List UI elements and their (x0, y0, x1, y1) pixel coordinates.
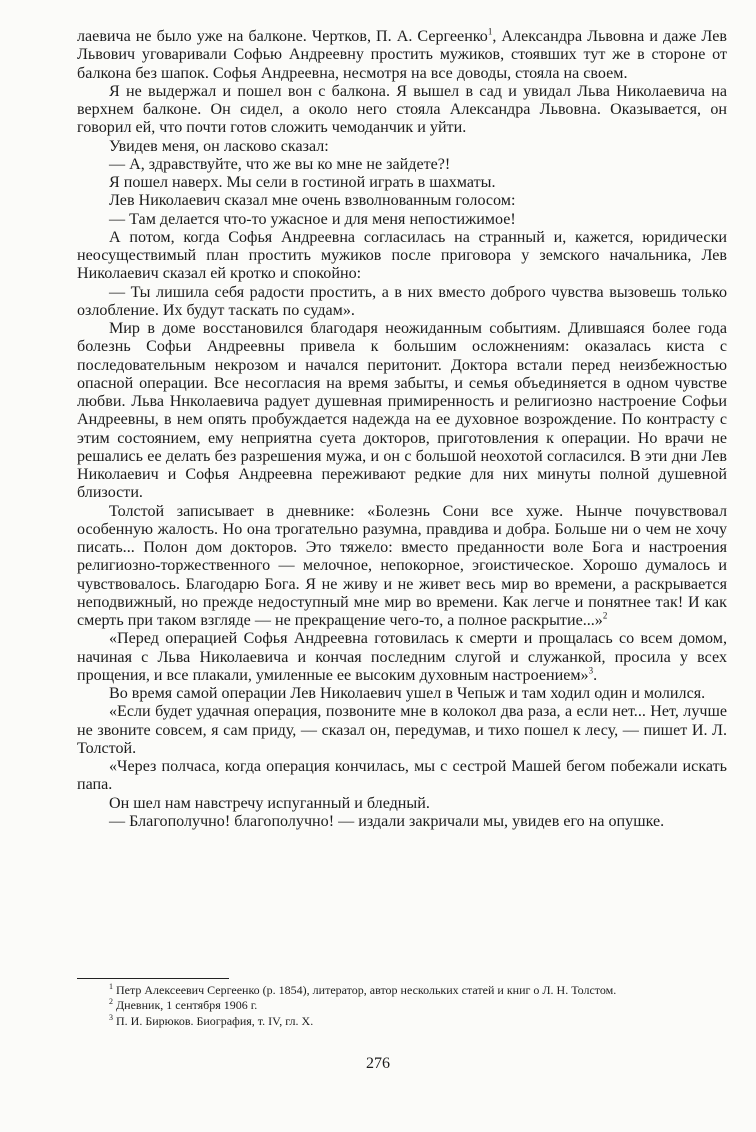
paragraph-text: Увидев меня, он ласково сказал: (109, 137, 329, 155)
footnote (77, 1014, 727, 1029)
footnote-rule (77, 978, 229, 979)
paragraph-text: Толстой записывает в дневнике: «Болезнь Сони все хуже. Нынче почувствовал особенную жалость. Но она трогательно разумна, правдива и добра. Больше ни о чем не хочу писать... Полон дом докторов. Это тяжело: вместо преданности воле Бога и настроения религиозно-торжественного — мелочное, непокорное, эгоистическое. Хорошо думалось и чувствовалось. Благодарю Бога. Я не живу и не живет весь мир во времени, а раскрывается неподвижный, но прежде недоступный мне мир во времени. Как легче и понятнее так! И как смерть при таком взгляде — не прекращение чего-то, а полное раскрытие...» (77, 502, 727, 629)
paragraph (77, 795, 727, 813)
paragraph-text: Я не выдержал и пошел вон с балкона. Я вышел в сад и увидал Льва Николаевича на верхнем балконе. Он сидел, а около него стояла Александра Львовна. Оказывается, он говорил ей, что почти готов сложить чемоданчик и уйти. (77, 82, 727, 137)
paragraph-text: Мир в доме восстановился благодаря неожиданным событиям. Длившаяся более года болезнь Софьи Андреевны привела к большим осложнениям: оказалась киста с последовательным некрозом и начался перитонит. Доктора встали перед неизбежностью опасной операции. Все несогласия на время забыты, и семья объединяется в одном чувстве любви. Льва Ннколаевича радует душевная примиренность и религиозно настроение Софьи Андреевны, в нем опять пробуждается надежда на ее духовное возрождение. По контрасту с этим состоянием, ему неприятна суета докторов, приготовления к операции. Но врачи не решались ее делать без разрешения мужа, и он с большой неохотой согласился. В эти дни Лев Николаевич и Софья Андреевна переживают редкие для них минуты полной душевной близости. (77, 320, 727, 502)
paragraph (77, 211, 727, 229)
paragraph (77, 685, 727, 703)
paragraph (77, 192, 727, 210)
paragraph-text: А потом, когда Софья Андреевна согласилась на странный и, кажется, юридически неосуществимый план простить мужиков после приговора у земского начальника, Лев Николаевич сказал ей кротко и спокойно: (77, 228, 727, 283)
paragraph-text: Во время самой операции Лев Николаевич ушел в Чепыж и там ходил один и молился. (109, 685, 706, 702)
paragraph (77, 703, 727, 758)
paragraph (77, 174, 727, 192)
paragraph (77, 813, 727, 831)
paragraph-text: «Если будет удачная операция, позвоните мне в колокол два раза, а если нет... Нет, лучше не звоните совсем, я сам приду, — сказал он, передумав, и тихо пошел к лесу, — пишет И. Л. Толстой. (77, 703, 727, 757)
paragraph (77, 503, 727, 631)
footnotes (77, 983, 727, 1029)
paragraph-text-tail: , Александра Львовна и даже Лев Львович уговаривали Софью Андреевну простить мужиков, стоявших тут же в стороне от балкона без шапок. Софья Андреевна, несмотря на все доводы, стояла на своем. (77, 28, 727, 82)
footnote (77, 998, 727, 1013)
paragraph (77, 284, 727, 321)
paragraph-text: — А, здравствуйте, что же вы ко мне не зайдете?! (109, 155, 451, 173)
paragraph (77, 28, 727, 83)
footnote-text: Дневник, 1 сентября 1906 г. (113, 998, 258, 1013)
paragraph-text: Я пошел наверх. Мы сели в гостиной играть в шахматы. (109, 174, 496, 191)
footnote-ref: 3 (588, 665, 594, 676)
footnote-marker: 2 (109, 997, 113, 1007)
paragraph-text: Он шел нам навстречу испуганный и бледный. (109, 794, 430, 812)
paragraph-text: — Благополучно! благополучно! — издали закричали мы, увидев его на опушке. (109, 812, 665, 830)
paragraph (77, 83, 727, 138)
paragraph (77, 138, 727, 156)
paragraph (77, 229, 727, 284)
paragraph (77, 630, 727, 685)
footnote-marker: 3 (109, 1012, 113, 1022)
paragraph-text: лаевича не было уже на балконе. Чертков, П. А. Сергеенко (77, 28, 488, 45)
paragraph-text: «Перед операцией Софья Андреевна готовилась к смерти и прощалась со всем домом, начиная с Льва Николаевича и кончая последним слугой и служанкой, просила у всех прощения, и все плакали, умиленные ее высоким духовным настроением» (77, 630, 727, 684)
paragraph (77, 320, 727, 503)
footnote-text: П. И. Бирюков. Биография, т. IV, гл. X. (113, 1013, 314, 1028)
page-number: 276 (366, 1055, 390, 1072)
footnote (77, 983, 727, 998)
paragraph-text: — Ты лишила себя радости простить, а в них вместо доброго чувства вызовешь только озлобление. Их будут таскать по судам». (77, 283, 727, 319)
paragraph (77, 156, 727, 174)
paragraph-text: — Там делается что-то ужасное и для меня непостижимое! (109, 210, 516, 228)
footnote-text: Петр Алексеевич Сергеенко (р. 1854), литератор, автор нескольких статей и книг о Л. Н. Толстом. (113, 983, 617, 997)
paragraph-text-tail: . (593, 666, 598, 684)
footnote-marker: 1 (109, 982, 113, 991)
paragraph-text: «Через полчаса, когда операция кончилась, мы с сестрой Машей бегом побежали искать папа. (77, 758, 727, 794)
footnote-ref: 2 (602, 610, 608, 621)
paragraph (77, 758, 727, 795)
footnote-ref: 1 (487, 26, 493, 37)
paragraph-text: Лев Николаевич сказал мне очень взволнованным голосом: (109, 192, 516, 210)
body-text (77, 28, 727, 831)
